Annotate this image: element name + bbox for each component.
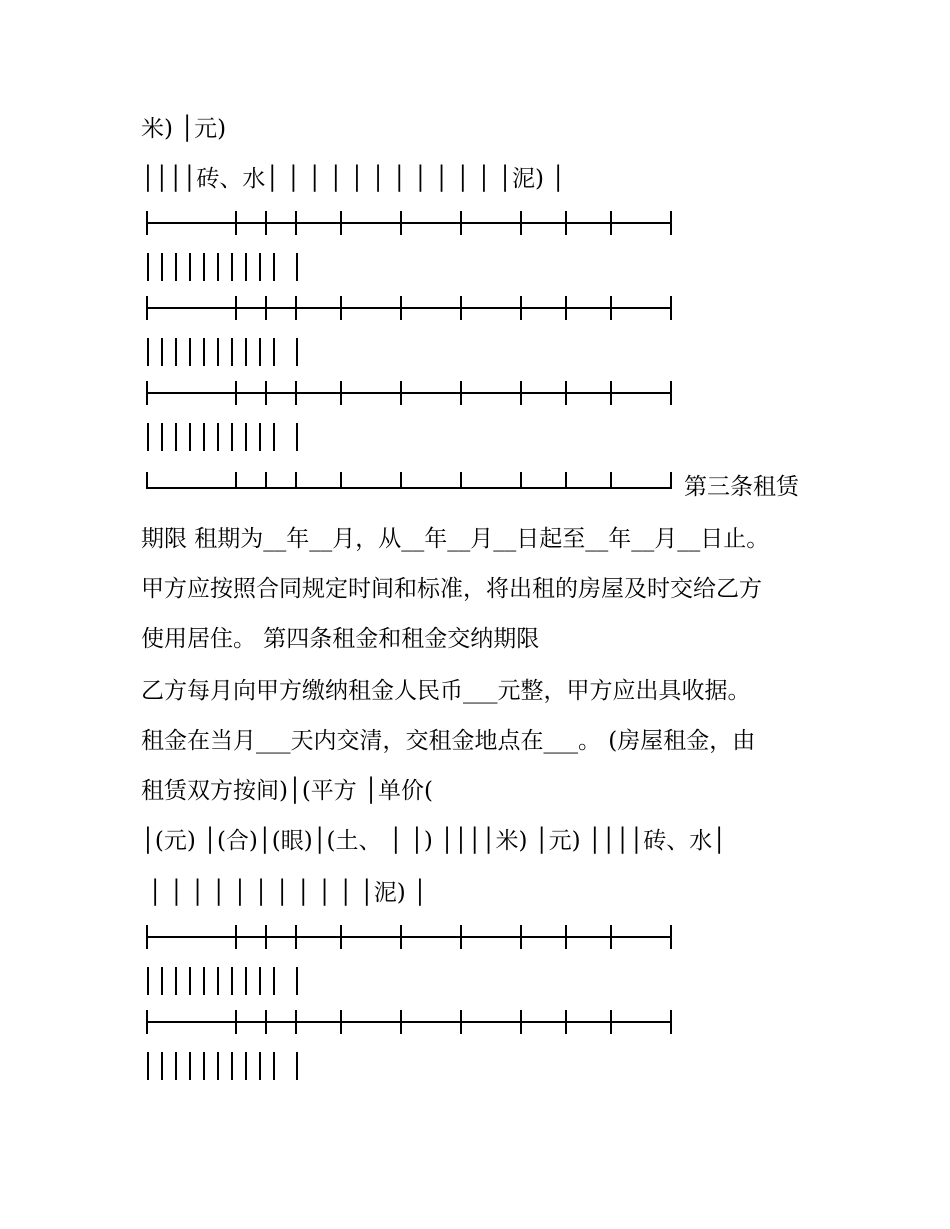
text-line: 使用居住。 第四条租金和租金交纳期限 bbox=[141, 626, 540, 652]
text-line: 乙方每月向甲方缴纳租金人民币___元整，甲方应出具收据。 bbox=[141, 678, 751, 704]
table-rule-middle bbox=[146, 296, 672, 320]
table-cell-bars bbox=[144, 336, 304, 368]
text-line: 租金在当月___天内交清，交租金地点在___。 (房屋租金，由 bbox=[141, 728, 756, 754]
table-cell-bars bbox=[144, 965, 304, 997]
table-rule-middle bbox=[146, 1010, 672, 1034]
table-rule-bottom bbox=[146, 466, 672, 490]
table-rule-middle bbox=[146, 211, 672, 235]
text-line: 租赁双方按间)│(平方 │单价( bbox=[141, 778, 433, 804]
text-line: │(元) │(合)│(眼)│(土、 │ │) ││││米) │元) ││││砖、水│ bbox=[141, 828, 727, 854]
article-3-heading-start: 第三条租赁 bbox=[684, 474, 799, 500]
table-cell-bars bbox=[144, 1050, 304, 1082]
text-line: 期限 租期为__年__月，从__年__月__日起至__年__月__日止。 bbox=[141, 526, 770, 552]
text-line: │ │ │ │ │ │ │ │ │ │ │泥) │ bbox=[141, 880, 427, 906]
table-rule-middle bbox=[146, 381, 672, 405]
text-line: 甲方应按照合同规定时间和标准，将出租的房屋及时交给乙方 bbox=[141, 576, 762, 602]
table-cell-bars bbox=[144, 251, 304, 283]
table-rule-middle bbox=[146, 925, 672, 949]
table-cell-bars bbox=[144, 421, 304, 453]
text-line: ││││砖、水│ │ │ │ │ │ │ │ │ │ │ │泥) │ bbox=[141, 166, 566, 192]
text-line: 米) │元) bbox=[141, 116, 227, 142]
